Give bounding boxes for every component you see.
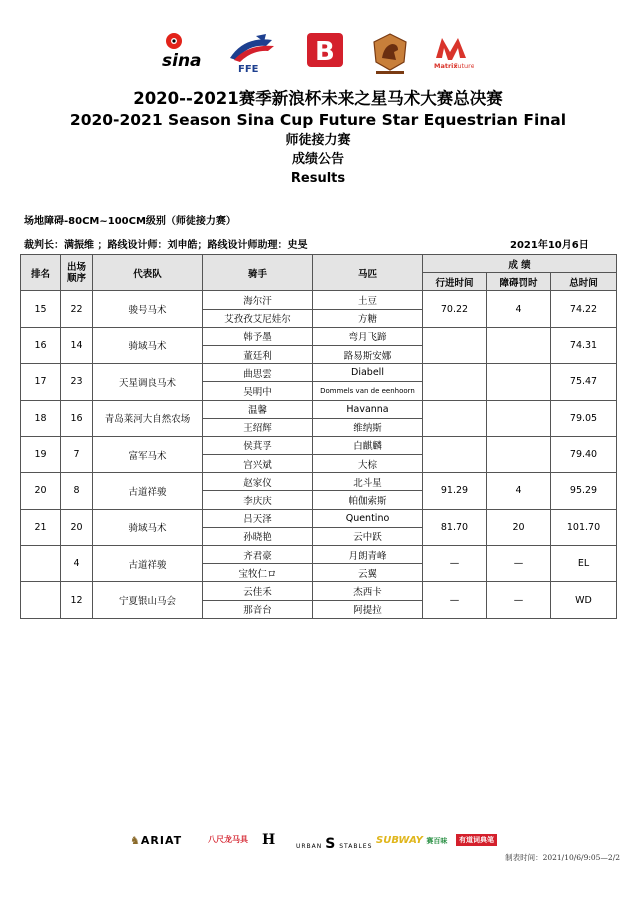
rider-cell: 温馨 [203, 400, 313, 418]
header-order-line2: 顺序 [66, 272, 86, 284]
penalty-cell: — [487, 582, 551, 618]
horse-cell: Dommels van de eenhoorn [313, 382, 423, 400]
rider-cell: 赵家仪 [203, 473, 313, 491]
order-cell: 20 [61, 509, 93, 545]
horse-cell: 云中跃 [313, 527, 423, 545]
ariat-text: ARIAT [140, 834, 183, 847]
svg-text:B: B [315, 37, 335, 67]
stables-text: STABLES [339, 843, 373, 850]
team-cell: 青岛莱河大自然农场 [93, 400, 203, 436]
order-cell: 4 [61, 546, 93, 582]
table-row [21, 364, 617, 382]
header-score: 成 绩 [423, 255, 617, 273]
urban-text: URBAN [296, 843, 323, 850]
team-cell: 古道祥骏 [93, 546, 203, 582]
horse-cell: 阿提拉 [313, 600, 423, 618]
horse-cell: 维纳斯 [313, 418, 423, 436]
order-cell: 14 [61, 327, 93, 363]
rider-cell: 宝牧仁ロ [203, 564, 313, 582]
horse-cell: Havanna [313, 400, 423, 418]
rank-cell [21, 582, 61, 618]
header-order [61, 255, 93, 291]
total-cell: 74.22 [551, 291, 617, 327]
header-horse: 马匹 [313, 255, 423, 291]
team-cell: 骑域马术 [93, 327, 203, 363]
horse-cell: 路易斯安娜 [313, 345, 423, 363]
table-row [21, 546, 617, 564]
svg-text:Matrix: Matrix [434, 62, 458, 70]
rider-cell: 吴明中 [203, 382, 313, 400]
rider-cell: 宫兴斌 [203, 455, 313, 473]
rank-cell: 16 [21, 327, 61, 363]
order-cell: 16 [61, 400, 93, 436]
rank-cell: 18 [21, 400, 61, 436]
total-cell: 75.47 [551, 364, 617, 400]
total-cell: EL [551, 546, 617, 582]
horse-cell: 大棕 [313, 455, 423, 473]
rider-cell: 孙晓艳 [203, 527, 313, 545]
time-cell: 91.29 [423, 473, 487, 509]
svg-text:FFE: FFE [238, 64, 259, 74]
penalty-cell: — [487, 546, 551, 582]
table-row [21, 291, 617, 309]
rider-cell: 吕天泽 [203, 509, 313, 527]
team-cell: 骑域马术 [93, 509, 203, 545]
team-cell: 宁夏银山马会 [93, 582, 203, 618]
class-description: 场地障碍-80CM~100CM级别（师徒接力赛） [24, 216, 236, 227]
event-date: 2021年10月6日 [510, 240, 589, 251]
team-cell: 骏号马术 [93, 291, 203, 327]
total-cell: 95.29 [551, 473, 617, 509]
time-cell [423, 400, 487, 436]
subway-text: SUBWAY [376, 835, 423, 846]
horse-cell: 云翼 [313, 564, 423, 582]
time-cell [423, 436, 487, 472]
subway-logo [376, 835, 447, 846]
horse-cell: Diabell [313, 364, 423, 382]
horse-cell: 土豆 [313, 291, 423, 309]
b-brand-logo [306, 32, 344, 72]
rider-cell: 王绍辉 [203, 418, 313, 436]
time-cell: — [423, 546, 487, 582]
rank-cell [21, 546, 61, 582]
time-cell: 81.70 [423, 509, 487, 545]
team-cell: 古道祥骏 [93, 473, 203, 509]
total-cell: WD [551, 582, 617, 618]
table-row [21, 436, 617, 454]
order-cell: 8 [61, 473, 93, 509]
penalty-cell: 20 [487, 509, 551, 545]
header-order-line1: 出场 [66, 261, 86, 273]
title-block [0, 88, 636, 188]
results-table [20, 254, 617, 619]
order-cell: 7 [61, 436, 93, 472]
urban-stables-logo [296, 836, 372, 852]
time-cell [423, 327, 487, 363]
order-cell: 22 [61, 291, 93, 327]
table-row [21, 473, 617, 491]
top-logo-bar [0, 32, 636, 78]
svg-text:Future: Future [454, 62, 474, 70]
time-cell [423, 364, 487, 400]
penalty-cell [487, 436, 551, 472]
header-rank: 排名 [21, 255, 61, 291]
red-brand-logo: 有道词典笔 [456, 834, 497, 846]
event-name: 师徒接力赛 [285, 133, 351, 148]
time-cell: 70.22 [423, 291, 487, 327]
table-row [21, 582, 617, 600]
rider-cell: 艾孜孜艾尼娃尔 [203, 309, 313, 327]
time-cell: — [423, 582, 487, 618]
rider-cell: 曲思雲 [203, 364, 313, 382]
horse-cell: 帕伽索斯 [313, 491, 423, 509]
order-cell: 23 [61, 364, 93, 400]
horse-cell: 方糖 [313, 309, 423, 327]
rider-cell: 董廷利 [203, 345, 313, 363]
total-cell: 74.31 [551, 327, 617, 363]
penalty-cell [487, 364, 551, 400]
penalty-cell [487, 327, 551, 363]
rider-cell: 齐君豪 [203, 546, 313, 564]
rider-cell: 韩予墨 [203, 327, 313, 345]
bachmai-logo: 八尺龙马具 [208, 835, 248, 844]
header-penalty: 障碍罚时 [487, 273, 551, 291]
ariat-logo [130, 834, 182, 847]
penalty-cell: 4 [487, 291, 551, 327]
urban-s-icon: S [325, 836, 337, 852]
penalty-cell: 4 [487, 473, 551, 509]
header-rider: 骑手 [203, 255, 313, 291]
horse-cell: 弯月飞蹄 [313, 327, 423, 345]
print-timestamp: 制表时间：2021/10/6/9:05—2/2 [505, 853, 620, 862]
matrix-future-logo [430, 32, 474, 80]
officials-line: 裁判长：满振维 ；路线设计师：刘申皓；路线设计师助理：史旻 [24, 240, 308, 251]
sina-logo [160, 32, 212, 76]
rank-cell: 17 [21, 364, 61, 400]
table-row [21, 400, 617, 418]
horse-cell: 北斗星 [313, 473, 423, 491]
rider-cell: 云佳禾 [203, 582, 313, 600]
team-cell: 天星调良马术 [93, 364, 203, 400]
rank-cell: 19 [21, 436, 61, 472]
sponsor-logo-bar [0, 832, 636, 852]
table-row [21, 327, 617, 345]
results-body [21, 291, 617, 618]
svg-text:sina: sina [162, 51, 202, 71]
rider-cell: 侯萁孚 [203, 436, 313, 454]
horse-cell: 杰西卡 [313, 582, 423, 600]
table-row [21, 509, 617, 527]
club-emblem-logo [370, 32, 410, 80]
penalty-cell [487, 400, 551, 436]
total-cell: 79.05 [551, 400, 617, 436]
horse-cell: 白麒麟 [313, 436, 423, 454]
rank-cell: 20 [21, 473, 61, 509]
rank-cell: 15 [21, 291, 61, 327]
ffe-logo [226, 32, 282, 78]
title-english: 2020-2021 Season Sina Cup Future Star Equestrian Final [69, 111, 567, 129]
total-cell: 101.70 [551, 509, 617, 545]
ariat-horse-icon: ♞ [130, 834, 141, 847]
header-team: 代表队 [93, 255, 203, 291]
horse-cell: 月朗青峰 [313, 546, 423, 564]
total-cell: 79.40 [551, 436, 617, 472]
order-cell: 12 [61, 582, 93, 618]
results-title: Results [290, 171, 346, 186]
title-chinese: 2020--2021赛季新浪杯未来之星马术大赛总决赛 [133, 89, 503, 108]
subway-cn-text: 赛百味 [426, 837, 448, 845]
header-time: 行进时间 [423, 273, 487, 291]
announcement-title: 成绩公告 [291, 152, 344, 167]
rider-cell: 李庆庆 [203, 491, 313, 509]
header-total: 总时间 [551, 273, 617, 291]
rank-cell: 21 [21, 509, 61, 545]
rider-cell: 海尔汗 [203, 291, 313, 309]
header-row-1 [21, 255, 617, 273]
team-cell: 富军马术 [93, 436, 203, 472]
haus-logo: H [262, 832, 276, 848]
horse-cell: Quentino [313, 509, 423, 527]
rider-cell: 那音台 [203, 600, 313, 618]
